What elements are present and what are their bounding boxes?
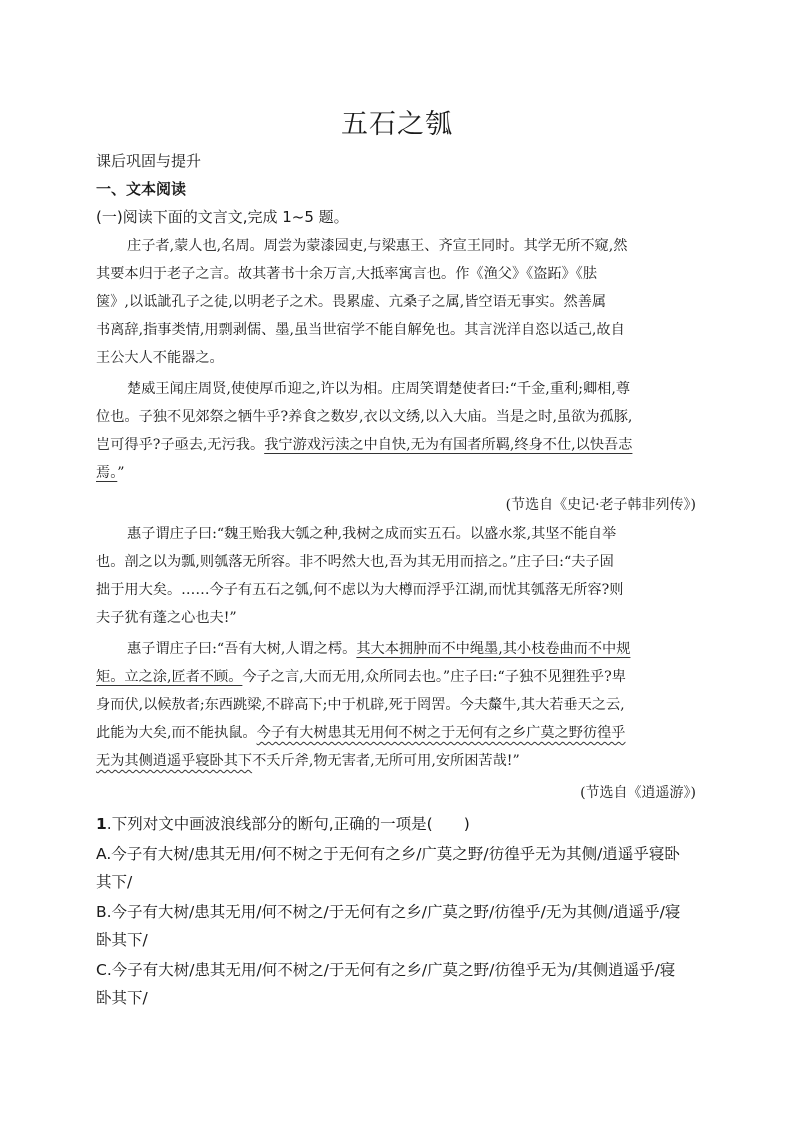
option-b: B.今子有大树/患其无用/何不树之/于无何有之乡/广莫之野/彷徨乎/无为其侧/逍遥乎/寝 <box>96 903 681 921</box>
source-citation: (节选自《史记·老子韩非列传》) <box>505 497 696 513</box>
passage-text: 惠子谓庄子曰:“吾有大树,人谓之樗。 <box>127 641 357 657</box>
underlined-sentence: 矩。立之涂,匠者不顾。 <box>96 669 243 685</box>
passage-text: 岂可得乎?子亟去,无污我。 <box>96 437 265 453</box>
passage-line <box>96 750 520 772</box>
source-citation: (节选自《逍遥游》) <box>580 785 696 801</box>
option-a: A.今子有大树/患其无用/何不树之于无何有之乡/广莫之野/彷徨乎无为其侧/逍遥乎寝卧 <box>96 845 680 863</box>
passage-line <box>127 638 630 660</box>
passage-line <box>96 666 626 688</box>
question-number: 1 <box>96 815 107 833</box>
option-b-continued: 卧其下/ <box>96 931 148 949</box>
passage-line <box>96 722 625 744</box>
underlined-sentence: 我宁游戏污渎之中自快,无为有国者所羁,终身不仕,以快吾志 <box>264 437 633 453</box>
reading-instruction: (一)阅读下面的文言文,完成 1~5 题。 <box>96 208 349 226</box>
page-title: 五石之瓠 <box>341 109 453 140</box>
question-1-stem <box>96 813 470 835</box>
part-heading: 一、文本阅读 <box>96 180 187 198</box>
passage-line: 惠子谓庄子曰:“魏王贻我大瓠之种,我树之成而实五石。以盛水浆,其坚不能自举 <box>127 526 617 542</box>
passage-line: 位也。子独不见郊祭之牺牛乎?养食之数岁,衣以文绣,以入大庙。当是之时,虽欲为孤豚, <box>96 409 633 425</box>
passage-line: 书离辞,指事类情,用剽剥儒、墨,虽当世宿学不能自解免也。其言洸洋自恣以适己,故自 <box>96 322 625 338</box>
passage-text: 不夭斤斧,物无害者,无所可用,安所困苦哉!” <box>252 753 520 769</box>
passage-text: 此能为大矣,而不能执鼠。 <box>96 725 257 741</box>
passage-line: 拙于用大矣。……今子有五石之瓠,何不虑以为大樽而浮乎江湖,而忧其瓠落无所容?则 <box>96 582 624 598</box>
passage-line <box>96 462 125 484</box>
option-a-continued: 其下/ <box>96 873 133 891</box>
question-text: .下列对文中画波浪线部分的断句,正确的一项是( ) <box>106 815 470 833</box>
underlined-sentence: 焉。 <box>96 465 118 481</box>
passage-line: 其要本归于老子之言。故其著书十余万言,大抵率寓言也。作《渔父》《盗跖》《胠 <box>96 266 598 282</box>
passage-text: 今子之言,大而无用,众所同去也。”庄子曰:“子独不见狸狌乎?卑 <box>242 669 626 685</box>
underlined-sentence: 其大本拥肿而不中绳墨,其小枝卷曲而不中规 <box>356 641 631 657</box>
passage-line: 王公大人不能器之。 <box>96 350 224 366</box>
passage-line: 也。剖之以为瓢,则瓠落无所容。非不呺然大也,吾为其无用而掊之。”庄子曰:“夫子固 <box>96 554 614 570</box>
option-c: C.今子有大树/患其无用/何不树之/于无何有之乡/广莫之野/彷徨乎无为/其侧逍遥乎/寝 <box>96 961 676 979</box>
passage-line: 箧》,以诋訿孔子之徒,以明老子之术。畏累虚、亢桑子之属,皆空语无事实。然善属 <box>96 294 607 310</box>
passage-line: 楚威王闻庄周贤,使使厚币迎之,许以为相。庄周笑谓楚使者曰:“千金,重利;卿相,尊 <box>127 381 631 397</box>
passage-line: 夫子犹有蓬之心也夫!” <box>96 610 237 626</box>
option-c-continued: 卧其下/ <box>96 989 148 1007</box>
wavy-underlined-sentence: 今子有大树患其无用何不树之于无何有之乡广莫之野彷徨乎 <box>256 725 626 741</box>
section-heading: 课后巩固与提升 <box>96 152 202 170</box>
passage-line: 身而伏,以候敖者;东西跳梁,不辟高下;中于机辟,死于罔罟。今夫斄牛,其大若垂天之云, <box>96 697 625 713</box>
wavy-underlined-sentence: 无为其侧逍遥乎寝卧其下 <box>96 753 253 769</box>
passage-text: ” <box>117 465 125 481</box>
passage-line: 庄子者,蒙人也,名周。周尝为蒙漆园吏,与梁惠王、齐宣王同时。其学无所不窥,然 <box>127 238 628 254</box>
passage-line <box>96 434 632 456</box>
